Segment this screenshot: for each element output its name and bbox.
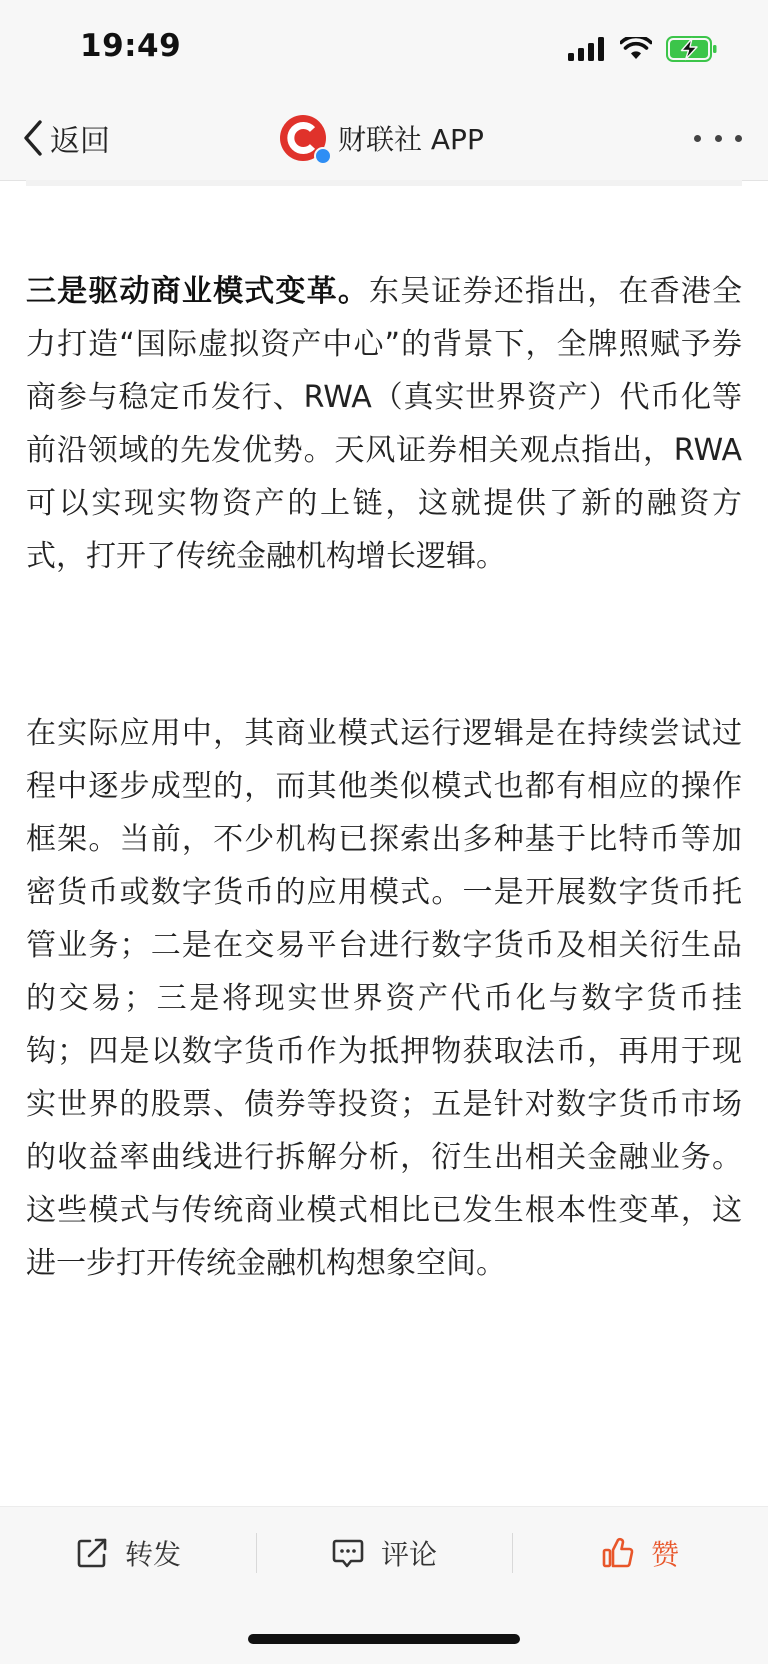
back-label: 返回 [50, 124, 110, 159]
article-paragraph [26, 265, 742, 583]
wifi-icon [620, 37, 652, 61]
paragraph-lead: 三是驱动商业模式变革。 [26, 274, 369, 309]
signal-icon [568, 37, 606, 61]
app-title-group [278, 110, 484, 166]
more-dot [694, 135, 701, 142]
status-icons [568, 36, 718, 62]
share-icon [75, 1536, 109, 1570]
comment-label: 评论 [380, 1538, 437, 1571]
paragraph-text: 东吴证券还指出，在香港全力打造“国际虚拟资产中心”的背景下，全牌照赋予券商参与稳定币发行、RWA（真实世界资产）代币化等前沿领域的先发优势。天风证券相关观点指出，RWA可以实现实物资产的上链，这就提供了新的融资方式，打开了传统金融机构增长逻辑。 [26, 274, 742, 574]
article-body [26, 265, 742, 1290]
thumbs-up-icon [601, 1536, 635, 1570]
comment-icon [331, 1536, 365, 1570]
bottom-toolbar [0, 1506, 768, 1664]
home-indicator [248, 1634, 520, 1644]
more-dot [735, 135, 742, 142]
app-logo [278, 113, 328, 163]
navigation-bar [0, 96, 768, 181]
share-label: 转发 [124, 1538, 181, 1571]
content-divider [26, 180, 742, 186]
verified-badge [314, 147, 332, 165]
more-dot [715, 135, 722, 142]
article-paragraph: 在实际应用中，其商业模式运行逻辑是在持续尝试过程中逐步成型的，而其他类似模式也都有相应的操作框架。当前，不少机构已探索出多种基于比特币等加密货币或数字货币的应用模式。一是开展数字货币托管业务；二是在交易平台进行数字货币及相关衍生品的交易；三是将现实世界资产代币化与数字货币挂钩；四是以数字货币作为抵押物获取法币，再用于现实世界的股票、债券等投资；五是针对数字货币市场的收益率曲线进行拆解分析，衍生出相关金融业务。这些模式与传统商业模式相比已发生根本性变革，这进一步打开传统金融机构想象空间。 [26, 716, 742, 1281]
like-button[interactable] [512, 1507, 768, 1599]
page-title: 财联社 APP [338, 123, 484, 156]
back-button[interactable] [20, 110, 110, 166]
chevron-left-icon [20, 118, 46, 158]
share-button[interactable] [0, 1507, 256, 1599]
comment-button[interactable] [256, 1507, 512, 1599]
status-bar [0, 0, 768, 96]
status-time: 19:49 [80, 28, 182, 64]
more-button[interactable] [694, 122, 742, 154]
like-label: 赞 [650, 1538, 679, 1571]
battery-charging-icon [666, 36, 718, 62]
